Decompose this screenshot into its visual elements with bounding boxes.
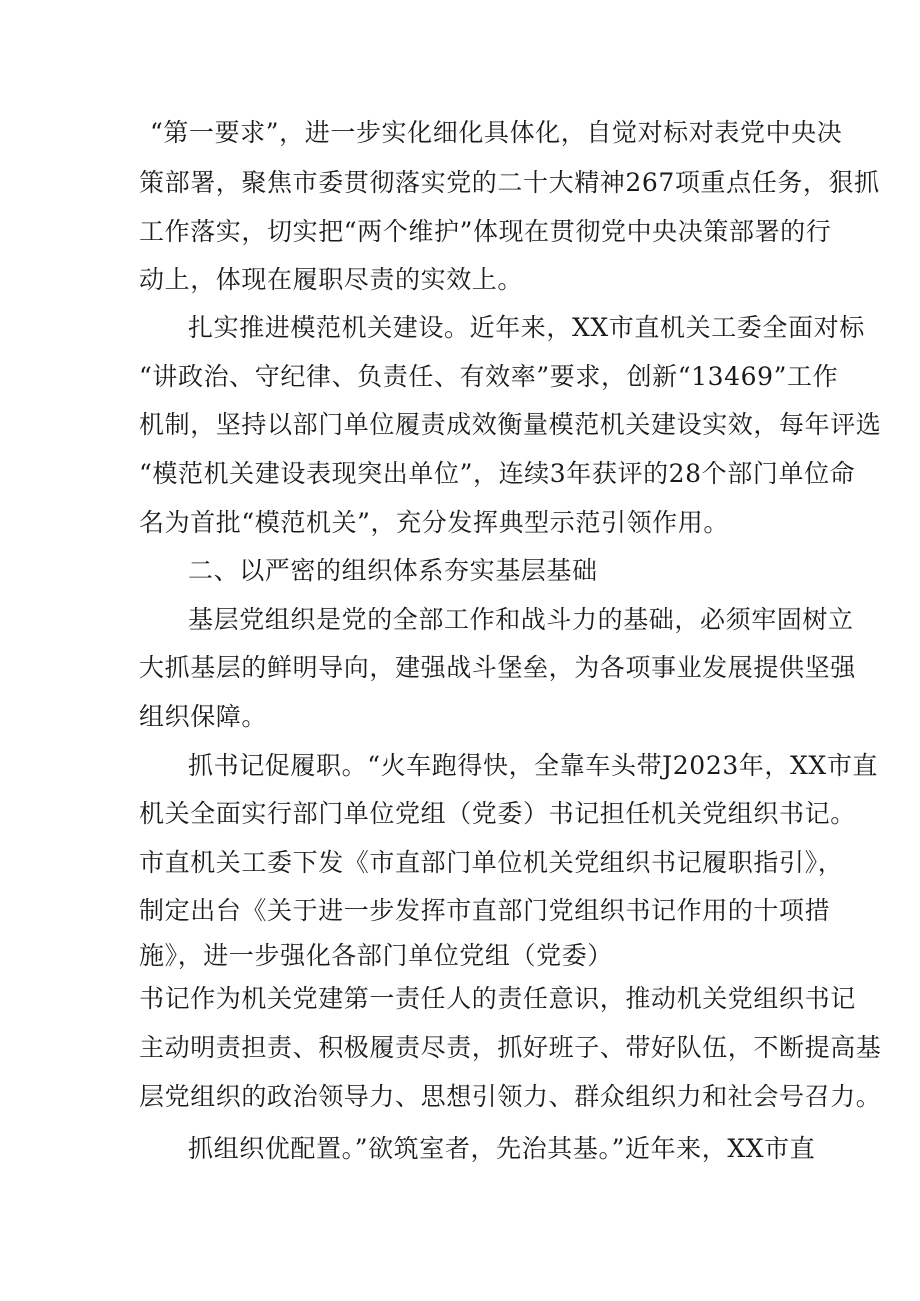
text-line: 市直机关工委下发《市直部门单位机关党组织书记履职指引》， [139, 848, 844, 877]
text-line: “第一要求”，进一步实化细化具体化，自觉对标对表党中央决 [150, 118, 843, 147]
section-heading: 二、以严密的组织体系夯实基层基础 [188, 556, 598, 585]
text-line: 扎实推进模范机关建设。近年来，XX市直机关工委全面对标 [188, 313, 865, 342]
text-line: “模范机关建设表现突出单位”，连续3年获评的28个部门单位命 [139, 459, 856, 488]
text-line: 基层党组织是党的全部工作和战斗力的基础，必须牢固树立 [188, 605, 854, 634]
text-line: 大抓基层的鲜明导向，建强战斗堡垒，为各项事业发展提供坚强 [139, 653, 856, 682]
text-line: 施》，进一步强化各部门单位党组（党委） [139, 941, 613, 970]
text-line: 抓组织优配置。”欲筑室者，先治其基。”近年来，XX市直 [188, 1134, 816, 1163]
text-line: 层党组织的政治领导力、思想引领力、群众组织力和社会号召力。 [139, 1082, 882, 1111]
text-line: 组织保障。 [139, 702, 268, 731]
text-line: 抓书记促履职。“火车跑得快，全靠车头带J2023年，XX市直 [188, 751, 879, 780]
text-line: 主动明责担责、积极履责尽责，抓好班子、带好队伍，不断提高基 [139, 1033, 882, 1062]
text-line: 机关全面实行部门单位党组（党委）书记担任机关党组织书记。 [139, 799, 856, 828]
text-line: 工作落实，切实把“两个维护”体现在贯彻党中央决策部署的行 [139, 217, 832, 246]
text-line: 制定出台《关于进一步发挥市直部门党组织书记作用的十项措 [139, 896, 831, 925]
text-line: “讲政治、守纪律、负责任、有效率”要求，创新“13469”工作 [139, 362, 839, 391]
text-line: 动上，体现在履职尽责的实效上。 [139, 265, 524, 294]
text-line: 书记作为机关党建第一责任人的责任意识，推动机关党组织书记 [139, 984, 856, 1013]
text-line: 策部署，聚焦市委贯彻落实党的二十大精神267项重点任务，狠抓 [139, 168, 880, 197]
text-line: 机制，坚持以部门单位履责成效衡量模范机关建设实效，每年评选 [139, 410, 882, 439]
text-line: 名为首批“模范机关”，充分发挥典型示范引领作用。 [139, 508, 729, 537]
